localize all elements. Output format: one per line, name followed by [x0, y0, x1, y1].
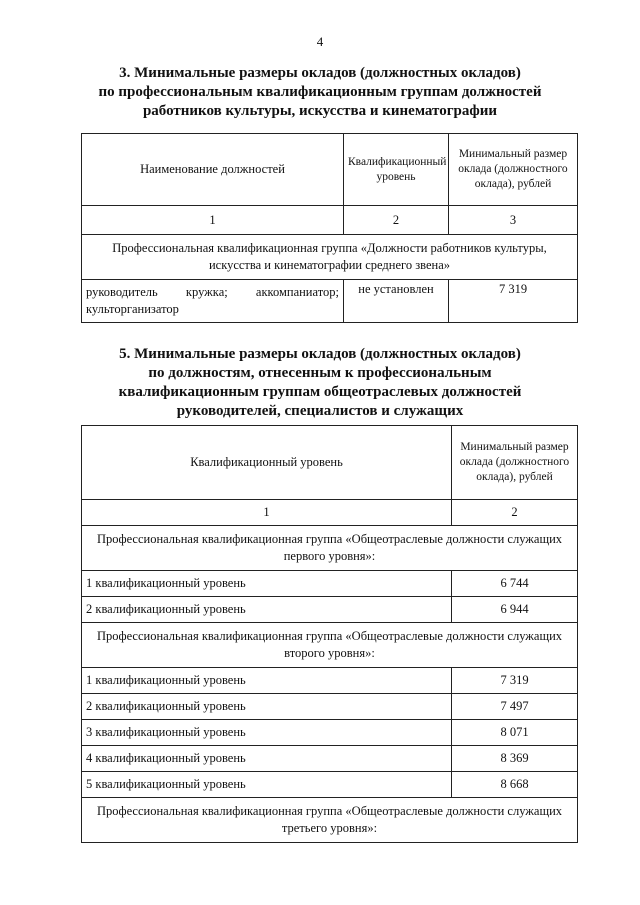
salary-value: 8 369	[452, 746, 578, 772]
qualification-level: 3 квалификационный уровень	[82, 720, 452, 746]
column-header-salary: Минимальный размер оклада (должностного оклада), рублей	[449, 134, 578, 206]
qualification-level: не установлен	[344, 280, 449, 323]
column-header-position: Наименование должностей	[82, 134, 344, 206]
column-number: 1	[82, 500, 452, 526]
column-number-row	[82, 500, 578, 526]
heading-line: 5. Минимальные размеры окладов (должностных окладов)	[119, 346, 521, 362]
table-header-row	[82, 134, 578, 206]
column-number-row	[82, 206, 578, 235]
table-row	[82, 746, 578, 772]
group-row	[82, 526, 578, 571]
heading-line: по должностям, отнесенным к профессиональным	[148, 365, 492, 381]
salary-value: 8 668	[452, 772, 578, 798]
heading-line: по профессиональным квалификационным группам должностей	[98, 84, 542, 100]
culture-salary-table	[81, 133, 578, 323]
table-row	[82, 668, 578, 694]
salary-value: 6 944	[452, 597, 578, 623]
group-title: Профессиональная квалификационная группа «Общеотраслевые должности служащих третьего уровня»:	[82, 798, 578, 843]
group-row	[82, 623, 578, 668]
salary-value: 7 319	[452, 668, 578, 694]
position-name: руководитель кружка; аккомпаниатор; культорганизатор	[82, 280, 344, 323]
table-row	[82, 720, 578, 746]
heading-line: 3. Минимальные размеры окладов (должностных окладов)	[119, 65, 521, 81]
table-row	[82, 772, 578, 798]
qualification-level: 1 квалификационный уровень	[82, 571, 452, 597]
general-salary-table	[81, 425, 578, 843]
group-row	[82, 235, 578, 280]
table-row	[82, 280, 578, 323]
group-title: Профессиональная квалификационная группа «Должности работников культуры, искусства и кинематографии среднего звена»	[82, 235, 578, 280]
column-number: 2	[344, 206, 449, 235]
group-title: Профессиональная квалификационная группа «Общеотраслевые должности служащих второго уровня»:	[82, 623, 578, 668]
group-title: Профессиональная квалификационная группа «Общеотраслевые должности служащих первого уровня»:	[82, 526, 578, 571]
section-3-heading	[60, 64, 580, 121]
table-row	[82, 571, 578, 597]
column-header-salary: Минимальный размер оклада (должностного оклада), рублей	[452, 426, 578, 500]
salary-value: 7 319	[449, 280, 578, 323]
page-number: 4	[316, 34, 324, 49]
qualification-level: 1 квалификационный уровень	[82, 668, 452, 694]
heading-line: работников культуры, искусства и кинематографии	[142, 103, 498, 119]
column-header-level: Квалификационный уровень	[82, 426, 452, 500]
column-number: 2	[452, 500, 578, 526]
group-row	[82, 798, 578, 843]
qualification-level: 2 квалификационный уровень	[82, 597, 452, 623]
qualification-level: 4 квалификационный уровень	[82, 746, 452, 772]
salary-value: 6 744	[452, 571, 578, 597]
heading-line: руководителей, специалистов и служащих	[176, 403, 464, 419]
qualification-level: 5 квалификационный уровень	[82, 772, 452, 798]
column-header-level: Квалификационный уровень	[344, 134, 449, 206]
table-row	[82, 597, 578, 623]
heading-line: квалификационным группам общеотраслевых должностей	[118, 384, 522, 400]
column-number: 1	[82, 206, 344, 235]
table-row	[82, 694, 578, 720]
salary-value: 7 497	[452, 694, 578, 720]
table-header-row	[82, 426, 578, 500]
qualification-level: 2 квалификационный уровень	[82, 694, 452, 720]
salary-value: 8 071	[452, 720, 578, 746]
section-5-heading	[60, 345, 580, 421]
column-number: 3	[449, 206, 578, 235]
